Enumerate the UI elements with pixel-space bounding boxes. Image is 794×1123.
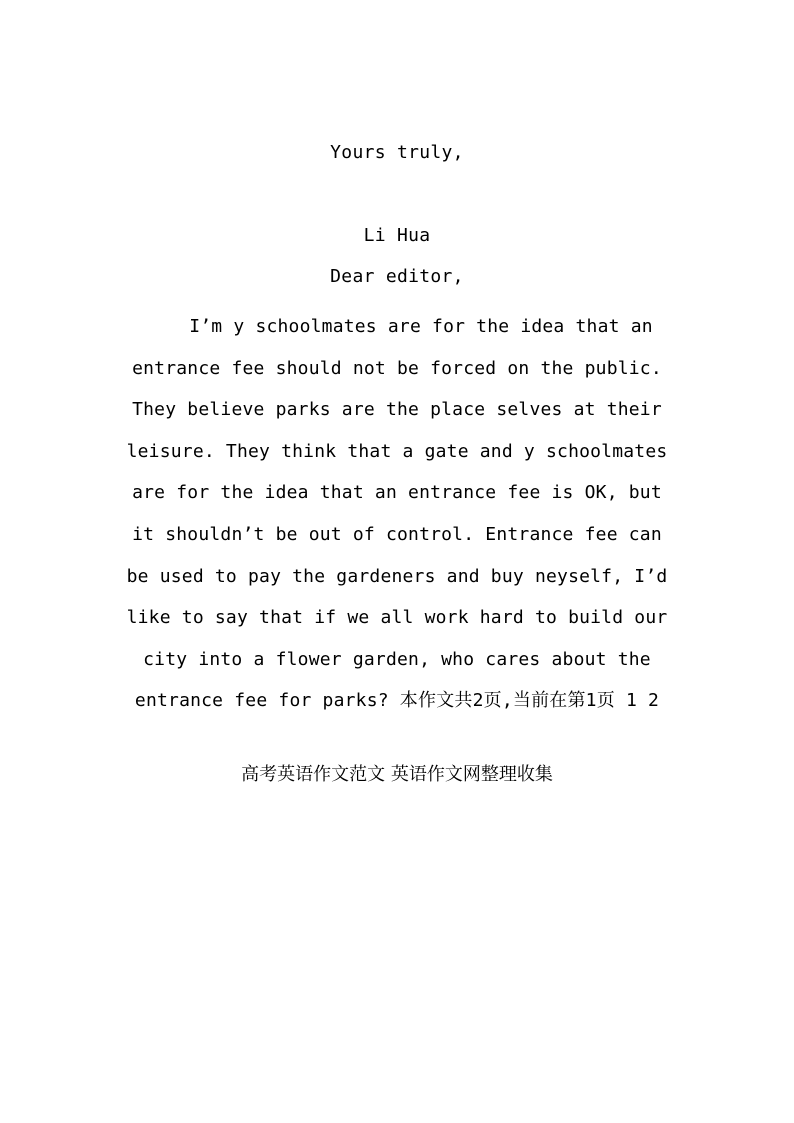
letter-salutation: Dear editor,: [330, 266, 464, 287]
letter-signature: Li Hua: [363, 225, 431, 246]
letter-body-text: I’m y schoolmates are for the idea that an entrance fee should not be forced on the public. They believe parks are the place selves at their leisure. They think that a gate and y schoolmates are for the idea that an entrance fee is OK, but it shouldn’t be out of control. Entrance fee can be used to pay the gardeners and buy neyself, I’d like to say that if we all work hard to build our city into a flower garden, who cares about the entrance fee for parks? 本作文共2页,当前在第1页 1 2: [126, 316, 668, 712]
letter-closing: Yours truly,: [330, 142, 464, 163]
footer-caption: 高考英语作文范文 英语作文网整理收集: [241, 764, 553, 785]
letter-body: [120, 306, 674, 722]
